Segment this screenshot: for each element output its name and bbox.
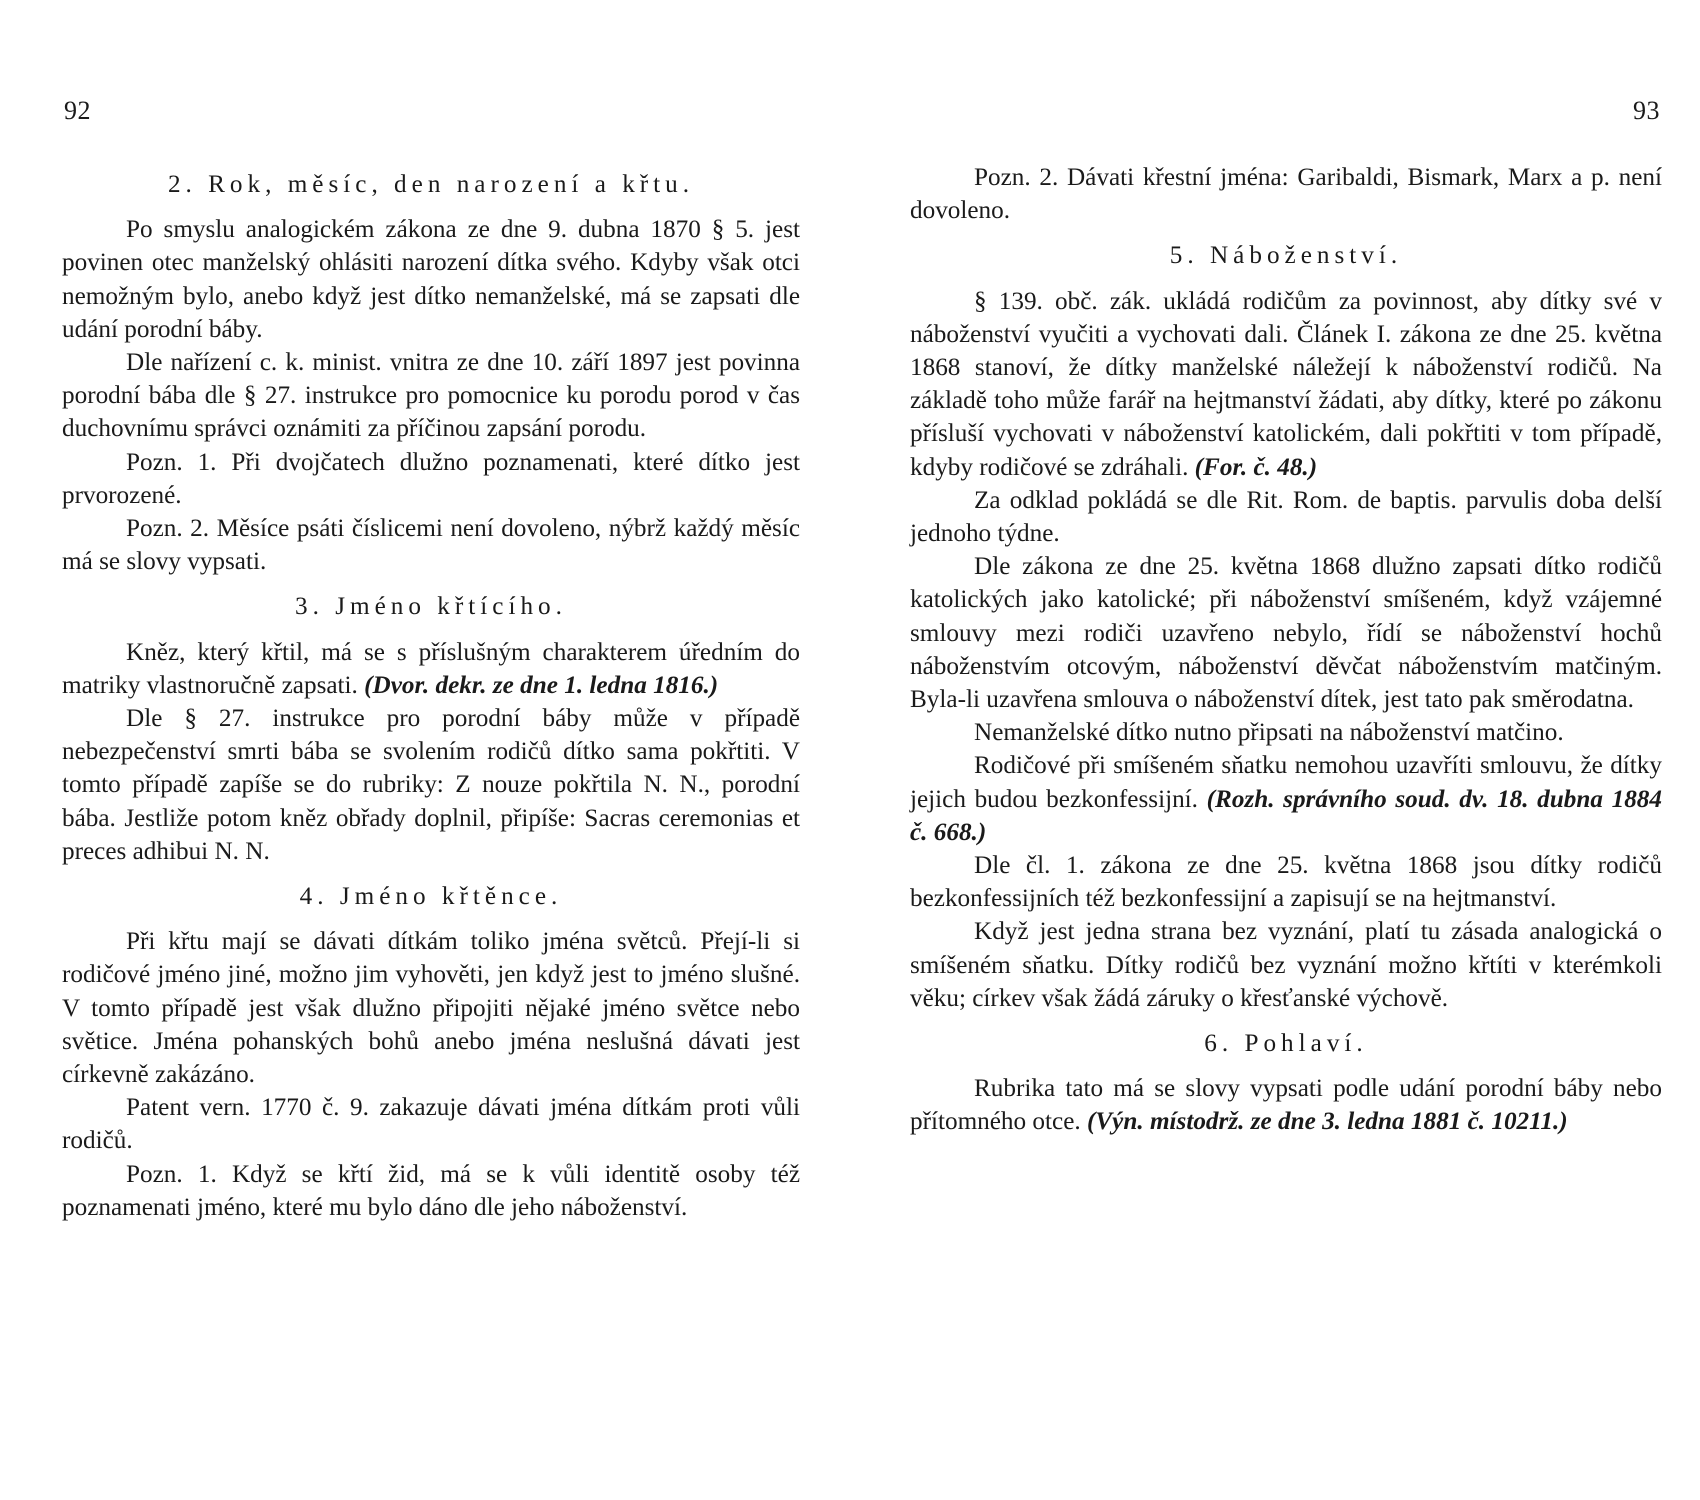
citation: (Rozh. správního soud. dv. 18. dubna 1884 č. 668.) [910,785,1662,846]
right-page-text [910,161,1662,1139]
paragraph: Patent vern. 1770 č. 9. zakazuje dávati jména dítkám proti vůli rodičů. [62,1094,800,1155]
paragraph: Pozn. 2. Měsíce psáti číslicemi není dovoleno, nýbrž každý měsíc má se slovy vypsati. [62,515,800,576]
paragraph: Pozn. 2. Dávati křestní jména: Garibaldi, Bismark, Marx a p. není dovoleno. [910,164,1662,225]
paragraph: Rodičové při smíšeném sňatku nemohou uzavříti smlouvu, že dítky jejich budou bezkonfessijní. (Rozh. správního soud. dv. 18. dubna 1884 č. 668.) [910,752,1662,846]
section-heading: 2. Rok, měsíc, den narození a křtu. [167,171,695,198]
paragraph: Dle čl. 1. zákona ze dne 25. května 1868 jsou dítky rodičů bezkonfessijních též bezkonfessijní a zapisují se na hejtmanství. [910,852,1662,913]
paragraph: Rubrika tato má se slovy vypsati podle udání porodní báby nebo přítomného otce. (Výn. místodrž. ze dne 3. ledna 1881 č. 10211.) [910,1075,1662,1136]
citation: (Výn. místodrž. ze dne 3. ledna 1881 č. 10211.) [1086,1108,1568,1136]
citation: (For. č. 48.) [1194,453,1318,481]
section-heading: 6. Pohlaví. [1204,1030,1368,1058]
paragraph: Po smyslu analogickém zákona ze dne 9. dubna 1870 § 5. jest povinen otec manželský ohlásiti narození dítka svého. Kdyby však otci nemožným bylo, anebo když jest dítko nemanželské, má se zapsati dle udání porodní báby. [62,216,800,343]
paragraph: Za odklad pokládá se dle Rit. Rom. de baptis. parvulis doba delší jednoho týdne. [910,486,1662,548]
paragraph: Dle § 27. instrukce pro porodní báby může v případě nebezpečenství smrti bába se svolením rodičů dítko sama pokřtiti. V tomto případě zapíše se do rubriky: Z nouze pokřtila N. N., porodní bába. Jestliže potom kněz obřady doplnil, připíše: Sacras ceremonias et preces adhibui N. N. [62,705,800,865]
paragraph: Když jest jedna strana bez vyznání, platí tu zásada analogická o smíšeném sňatku. Dítky rodičů bez vyznání možno křtíti v kterémkoli věku; církev však žádá záruky o křesťanské výchově. [910,918,1662,1012]
paragraph: Dle nařízení c. k. minist. vnitra ze dne 10. září 1897 jest povinna porodní bába dle § 27. instrukce pro pomocnice ku porodu porod v čas duchovnímu správci oznámiti za příčinou zapsání porodu. [62,349,800,443]
page-number: 93 [1633,96,1660,125]
paragraph: Kněz, který křtil, má se s příslušným charakterem úředním do matriky vlastnoručně zapsati. (Dvor. dekr. ze dne 1. ledna 1816.) [62,638,800,699]
paragraph: § 139. obč. zák. ukládá rodičům za povinnost, aby dítky své v náboženství vyučiti a vychovati dali. Článek I. zákona ze dne 25. května 1868 stanoví, že dítky manželské náležejí k náboženství rodičů. Na základě toho může farář na hejtmanství žádati, aby dítky, které po zákonu přísluší vychovati v náboženství katolickém, dali pokřtiti v tom případě, kdyby rodičové se zdráhali. (For. č. 48.) [910,287,1662,481]
section-heading: 4. Jméno křtěnce. [299,883,563,911]
right-page [850,0,1700,1500]
paragraph: Dle zákona ze dne 25. května 1868 dlužno zapsati dítko rodičů katolických jako katolické; při náboženství smíšeném, když vzájemné smlouvy mezi rodiči uzavřeno nebylo, řídí se náboženství hochů náboženstvím otcovým, náboženství děvčat náboženstvím matčiným. Byla-li uzavřena smlouva o náboženství dítek, jest tato pak směrodatna. [910,553,1662,714]
page-number: 92 [64,96,91,125]
paragraph: Pozn. 1. Při dvojčatech dlužno poznamenati, které dítko jest prvorozené. [62,448,800,509]
section-heading: 3. Jméno křtícího. [295,593,567,621]
citation: (Dvor. dekr. ze dne 1. ledna 1816.) [364,671,719,699]
left-page-text [62,168,800,1224]
paragraph: Při křtu mají se dávati dítkám toliko jména světců. Přejí-li si rodičové jméno jiné, možno jim vyhověti, jen když jest to jméno slušné. V tomto případě jest však dlužno připojiti nějaké jméno světce nebo světice. Jména pohanských bohů anebo jména neslušná dávati jest církevně zakázáno. [62,928,800,1089]
paragraph: Pozn. 1. Když se křtí žid, má se k vůli identitě osoby též poznamenati jméno, které mu bylo dáno dle jeho náboženství. [62,1160,800,1221]
paragraph: Nemanželské dítko nutno připsati na náboženství matčino. [974,719,1564,747]
section-heading: 5. Náboženství. [1169,242,1403,270]
